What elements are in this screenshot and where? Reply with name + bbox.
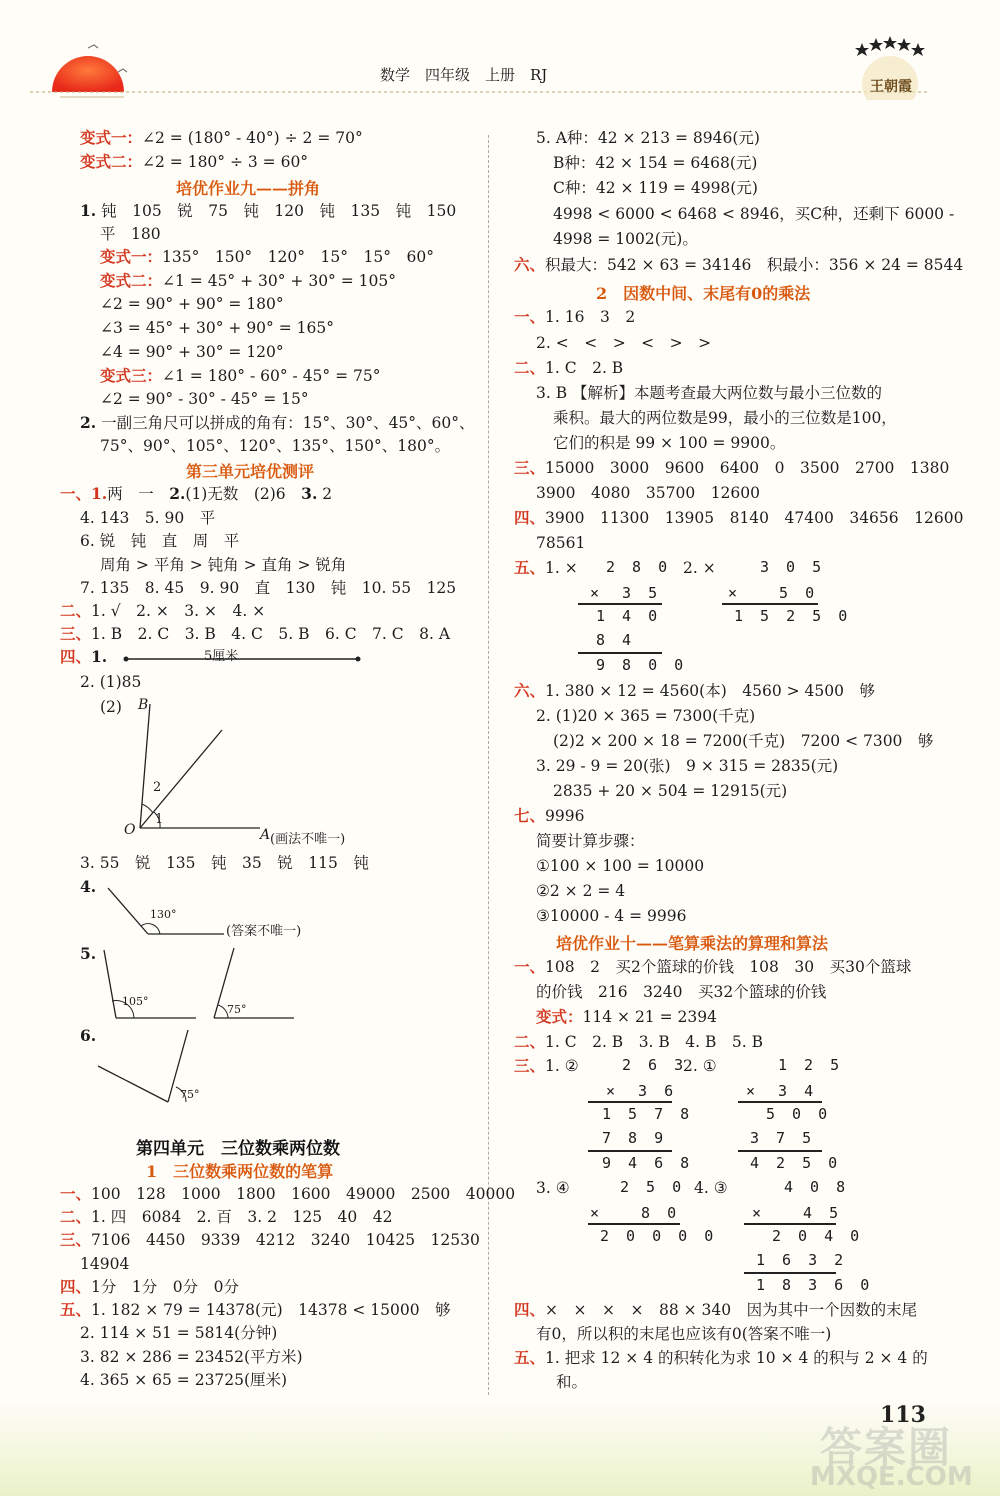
answer-line: 二、1. C 2. B	[514, 358, 624, 377]
answer-line: 的价钱 216 3240 买32个篮球的价钱	[536, 983, 827, 1001]
answer-line: 一、100 128 1000 1800 1600 49000 2500 40000	[60, 1184, 516, 1203]
section-title: 培优作业十——笔算乘法的算理和算法	[556, 934, 829, 953]
answer-line: ∠2 = 90° - 30° - 45° = 15°	[100, 390, 309, 408]
sun-icon	[52, 56, 124, 92]
answer-line: ∠3 = 45° + 30° + 90° = 165°	[100, 319, 334, 337]
question-number: 6.	[80, 1026, 97, 1045]
answer-line: 2. ×	[683, 559, 716, 577]
answer-line: 变式一：135° 150° 120° 15° 15° 60°	[100, 247, 434, 266]
angle-degree-label: 75°	[227, 1003, 247, 1016]
answer-line: 周角 > 平角 > 钝角 > 直角 > 锐角	[100, 556, 347, 574]
section-title: 培优作业九——拼角	[176, 179, 321, 198]
answer-line: 四、× × × × 88 × 340 因为其中一个因数的末尾	[514, 1300, 918, 1319]
answer-line: 变式一：∠2 = (180° - 40°) ÷ 2 = 70°	[80, 128, 363, 147]
answer-line: 四、1.	[60, 647, 108, 666]
watermark-text: 答案圈	[820, 1423, 953, 1472]
answer-line: ③10000 - 4 = 9996	[536, 907, 687, 925]
answer-line: 2. (1)85	[80, 673, 142, 691]
segment-label: 5厘米	[204, 649, 239, 664]
angle-label-B: B	[138, 697, 149, 713]
watermark-url: MXQE.COM	[810, 1462, 973, 1492]
angle-label-A: A	[260, 827, 271, 843]
answer-line: 五、1. ×	[514, 558, 578, 577]
answer-line: 75°、90°、105°、120°、135°、150°、180°。	[100, 437, 451, 455]
segment-diagram	[120, 645, 370, 669]
answer-line: 5. A种：42 × 213 = 8946(元)	[536, 129, 760, 147]
answer-line: 2. < < > < > >	[536, 334, 712, 352]
answer-line: 四、3900 11300 13905 8140 47400 34656 12600	[514, 508, 964, 527]
answer-line: 平 180	[100, 225, 161, 243]
answer-line: 4. 365 × 65 = 23725(厘米)	[80, 1371, 288, 1389]
answer-line: (2)2 × 200 × 18 = 7200(千克) 7200 < 7300 够	[553, 732, 934, 750]
answer-line: 有0，所以积的末尾也应该有0(答案不唯一)	[536, 1325, 832, 1343]
answer-line: 二、1. √ 2. × 3. × 4. ×	[60, 601, 266, 620]
answer-line: 2. 114 × 51 = 5814(分钟)	[80, 1324, 278, 1342]
question-number: 5.	[80, 944, 97, 963]
answer-line: 一、1.两 一 2.(1)无数 (2)6 3. 2	[60, 484, 333, 503]
answer-line: 乘积。最大的两位数是99，最小的三位数是100，	[553, 409, 897, 427]
answer-line: 三、1. B 2. C 3. B 4. C 5. B 6. C 7. C 8. A	[60, 624, 451, 643]
answer-line: 3. 55 锐 135 钝 35 锐 115 钝	[80, 854, 369, 872]
answer-line: 3. B 【解析】本题考查最大两位数与最小三位数的	[536, 384, 883, 402]
answer-line: 三、7106 4450 9339 4212 3240 10425 12530	[60, 1230, 480, 1249]
answer-line: ∠2 = 90° + 90° = 180°	[100, 295, 284, 313]
answer-line: 变式二：∠1 = 45° + 30° + 30° = 105°	[100, 271, 396, 290]
answer-line: 1. 钝 105 锐 75 钝 120 钝 135 钝 150	[80, 201, 457, 220]
answer-line: 78561	[536, 534, 586, 552]
answer-line: 变式二：∠2 = 180° ÷ 3 = 60°	[80, 152, 309, 171]
answer-line: 三、1. ②	[514, 1056, 579, 1075]
section-title: 1 三位数乘两位数的笔算	[146, 1162, 334, 1181]
answer-line: 4998 = 1002(元)。	[553, 230, 698, 248]
answer-line: 变式：114 × 21 = 2394	[536, 1007, 717, 1026]
answer-line: 3. 82 × 286 = 23452(平方米)	[80, 1348, 303, 1366]
answer-line: 6. 锐 钝 直 周 平	[80, 532, 240, 550]
answer-line: 4998 < 6000 < 6468 < 8946，买C种，还剩下 6000 -	[553, 205, 955, 223]
answer-line: 14904	[80, 1255, 130, 1273]
answer-line: (2)	[100, 698, 122, 716]
answer-line: ②2 × 2 = 4	[536, 882, 626, 900]
answer-line: ①100 × 100 = 10000	[536, 857, 705, 875]
answer-line: 二、1. C 2. B 3. B 4. B 5. B	[514, 1032, 764, 1051]
section-title: 第三单元培优测评	[186, 462, 315, 481]
column-divider	[488, 135, 489, 1395]
angle-label-1: 1	[155, 812, 164, 827]
angle-label-2: 2	[153, 780, 162, 795]
answer-line: 它们的积是 99 × 100 = 9900。	[553, 434, 786, 452]
answer-line: 二、1. 四 6084 2. 百 3. 2 125 40 42	[60, 1207, 393, 1226]
angle-degree-label: 105°	[122, 995, 149, 1008]
header-decoration	[0, 0, 1000, 100]
section-title: 2 因数中间、末尾有0的乘法	[596, 284, 811, 303]
answer-line: C种：42 × 119 = 4998(元)	[553, 179, 758, 197]
answer-line: 7. 135 8. 45 9. 90 直 130 钝 10. 55 125	[80, 579, 457, 597]
logo-text: 王朝霞	[870, 79, 912, 95]
answer-line: 和。	[556, 1373, 588, 1391]
answer-line: 五、1. 182 × 79 = 14378(元) 14378 < 15000 够	[60, 1300, 451, 1319]
answer-line: 五、1. 把求 12 × 4 的积转化为求 10 × 4 的积与 2 × 4 的	[514, 1348, 928, 1367]
bird-icon	[118, 69, 127, 72]
page-number: 113	[880, 1402, 926, 1428]
answer-line: 3. 29 - 9 = 20(张) 9 × 315 = 2835(元)	[536, 757, 839, 775]
angle-75-diagram	[96, 1028, 256, 1108]
answer-line: 六、积最大：542 × 63 = 34146 积最小：356 × 24 = 8544	[514, 255, 964, 274]
header-title: 数学 四年级 上册 RJ	[380, 66, 548, 84]
answer-line: 3900 4080 35700 12600	[536, 484, 761, 502]
question-number: 4.	[80, 877, 97, 896]
answer-line: 简要计算步骤：	[536, 832, 645, 850]
answer-line: 2835 + 20 × 504 = 12915(元)	[553, 782, 788, 800]
answer-line: 2. 一副三角尺可以拼成的角有：15°、30°、45°、60°、	[80, 413, 475, 432]
answer-line: ∠4 = 90° + 30° = 120°	[100, 343, 284, 361]
angle-label-O: O	[124, 822, 136, 838]
answer-line: 4. 143 5. 90 平	[80, 509, 216, 527]
answer-line: 3. ④	[536, 1179, 570, 1197]
angle-degree-label: 75°	[180, 1088, 200, 1101]
angle-degree-label: 130°	[150, 908, 177, 921]
answer-line: 一、108 2 买2个篮球的价钱 108 30 买30个篮球	[514, 957, 912, 976]
answer-line: 2. (1)20 × 365 = 7300(千克)	[536, 707, 756, 725]
answer-line: 四、1分 1分 0分 0分	[60, 1277, 239, 1296]
unit-title: 第四单元 三位数乘两位数	[136, 1139, 340, 1159]
answer-line: 一、1. 16 3 2	[514, 307, 636, 326]
answer-line: 变式三：∠1 = 180° - 60° - 45° = 75°	[100, 366, 381, 385]
answer-line: B种：42 × 154 = 6468(元)	[553, 154, 758, 172]
answer-line: 六、1. 380 × 12 = 4560(本) 4560 > 4500 够	[514, 681, 875, 700]
answer-line: 2. ①	[683, 1057, 717, 1075]
answer-line: 4. ③	[694, 1179, 728, 1197]
bird-icon	[88, 45, 98, 48]
angle-105-75-diagram	[100, 944, 300, 1024]
answer-line: 七、9996	[514, 806, 585, 825]
angle-note: (答案不唯一)	[226, 924, 302, 939]
angle-note: (画法不唯一)	[270, 832, 346, 847]
answer-line: 三、15000 3000 9600 6400 0 3500 2700 1380	[514, 458, 950, 477]
star-icons	[855, 36, 925, 56]
